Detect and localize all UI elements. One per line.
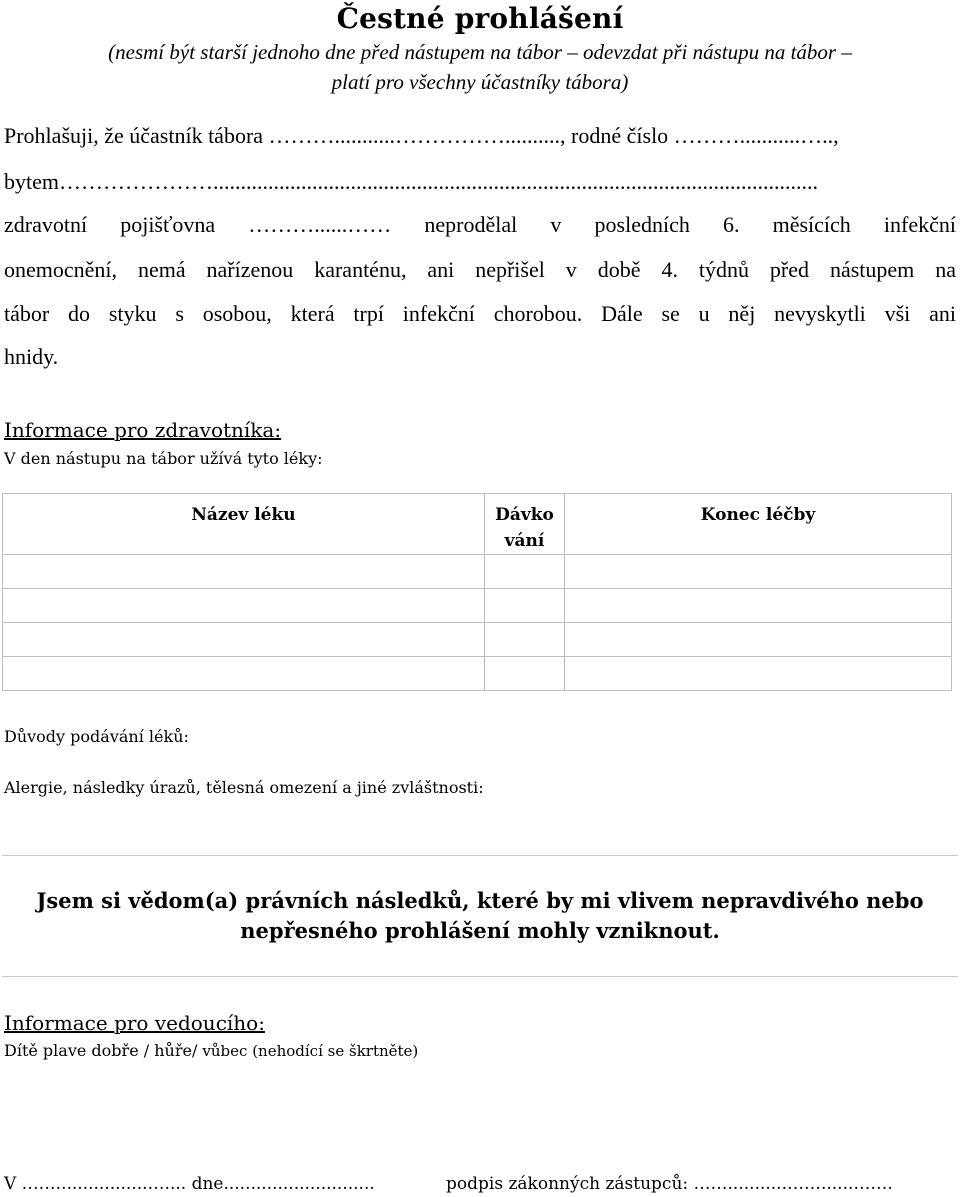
swimming-ability [4, 1041, 418, 1060]
medication-reasons-label: Důvody podávání léků: [4, 727, 189, 746]
header-dosage-line-2: vání [504, 531, 545, 551]
table-cell[interactable] [3, 589, 485, 623]
table-row [3, 555, 952, 589]
table-cell[interactable] [3, 623, 485, 657]
table-row [3, 589, 952, 623]
swimming-options: Dítě plave dobře / hůře/ [4, 1041, 203, 1060]
table-cell[interactable] [565, 555, 952, 589]
declaration-line-1: Prohlašuji, že účastník tábora ………...........…………….........., rodné číslo ………...........….., [4, 123, 839, 148]
subtitle-line-1: (nesmí být starší jednoho dne před nástupem na tábor – odevzdat při nástupu na tábor – [108, 40, 852, 64]
declaration-line-2: bytem………………….............................................................................................................. [4, 169, 818, 194]
divider-line [2, 976, 958, 977]
guardian-signature-field: podpis zákonných zástupců: ……...........……......……. [446, 1174, 893, 1194]
table-cell[interactable] [565, 589, 952, 623]
table-cell[interactable] [485, 657, 565, 691]
table-cell[interactable] [485, 589, 565, 623]
medication-intro: V den nástupu na tábor užívá tyto léky: [4, 449, 323, 468]
place-date-field: V …….................….... dne............................ [4, 1174, 375, 1194]
declaration-line-3: zdravotní pojišťovna ………......…… neprodělal v posledních 6. měsících infekční [4, 212, 956, 237]
leader-info-heading: Informace pro vedoucího: [4, 1011, 265, 1035]
table-cell[interactable] [565, 623, 952, 657]
table-row [3, 623, 952, 657]
declaration-line-4: onemocnění, nemá nařízenou karanténu, ani nepřišel v době 4. týdnů před nástupem na [4, 257, 956, 282]
divider-line [2, 855, 958, 856]
header-dosage [485, 494, 565, 555]
medication-table [2, 493, 952, 691]
header-medicine-name: Název léku [3, 494, 485, 555]
header-dosage-line-1: Dávko [495, 505, 554, 525]
allergies-label: Alergie, následky úrazů, tělesná omezení a jiné zvláštnosti: [4, 778, 484, 797]
header-treatment-end: Konec léčby [565, 494, 952, 555]
awareness-line-1: Jsem si vědom(a) právních následků, které by mi vlivem nepravdivého nebo [36, 888, 924, 913]
table-cell[interactable] [485, 623, 565, 657]
health-info-heading: Informace pro zdravotníka: [4, 418, 282, 442]
declaration-line-6: hnidy. [4, 344, 59, 369]
swimming-options-tail: vůbec (nehodící se škrtněte) [202, 1042, 419, 1060]
table-header-row [3, 494, 952, 555]
table-cell[interactable] [3, 555, 485, 589]
awareness-line-2: nepřesného prohlášení mohly vzniknout. [240, 918, 720, 943]
subtitle-line-2: platí pro všechny účastníky tábora) [331, 70, 629, 94]
table-cell[interactable] [3, 657, 485, 691]
declaration-line-5: tábor do styku s osobou, která trpí infekční chorobou. Dále se u něj nevyskytli vši ani [4, 301, 956, 326]
page-title: Čestné prohlášení [336, 2, 624, 35]
table-cell[interactable] [565, 657, 952, 691]
table-cell[interactable] [485, 555, 565, 589]
table-row [3, 657, 952, 691]
